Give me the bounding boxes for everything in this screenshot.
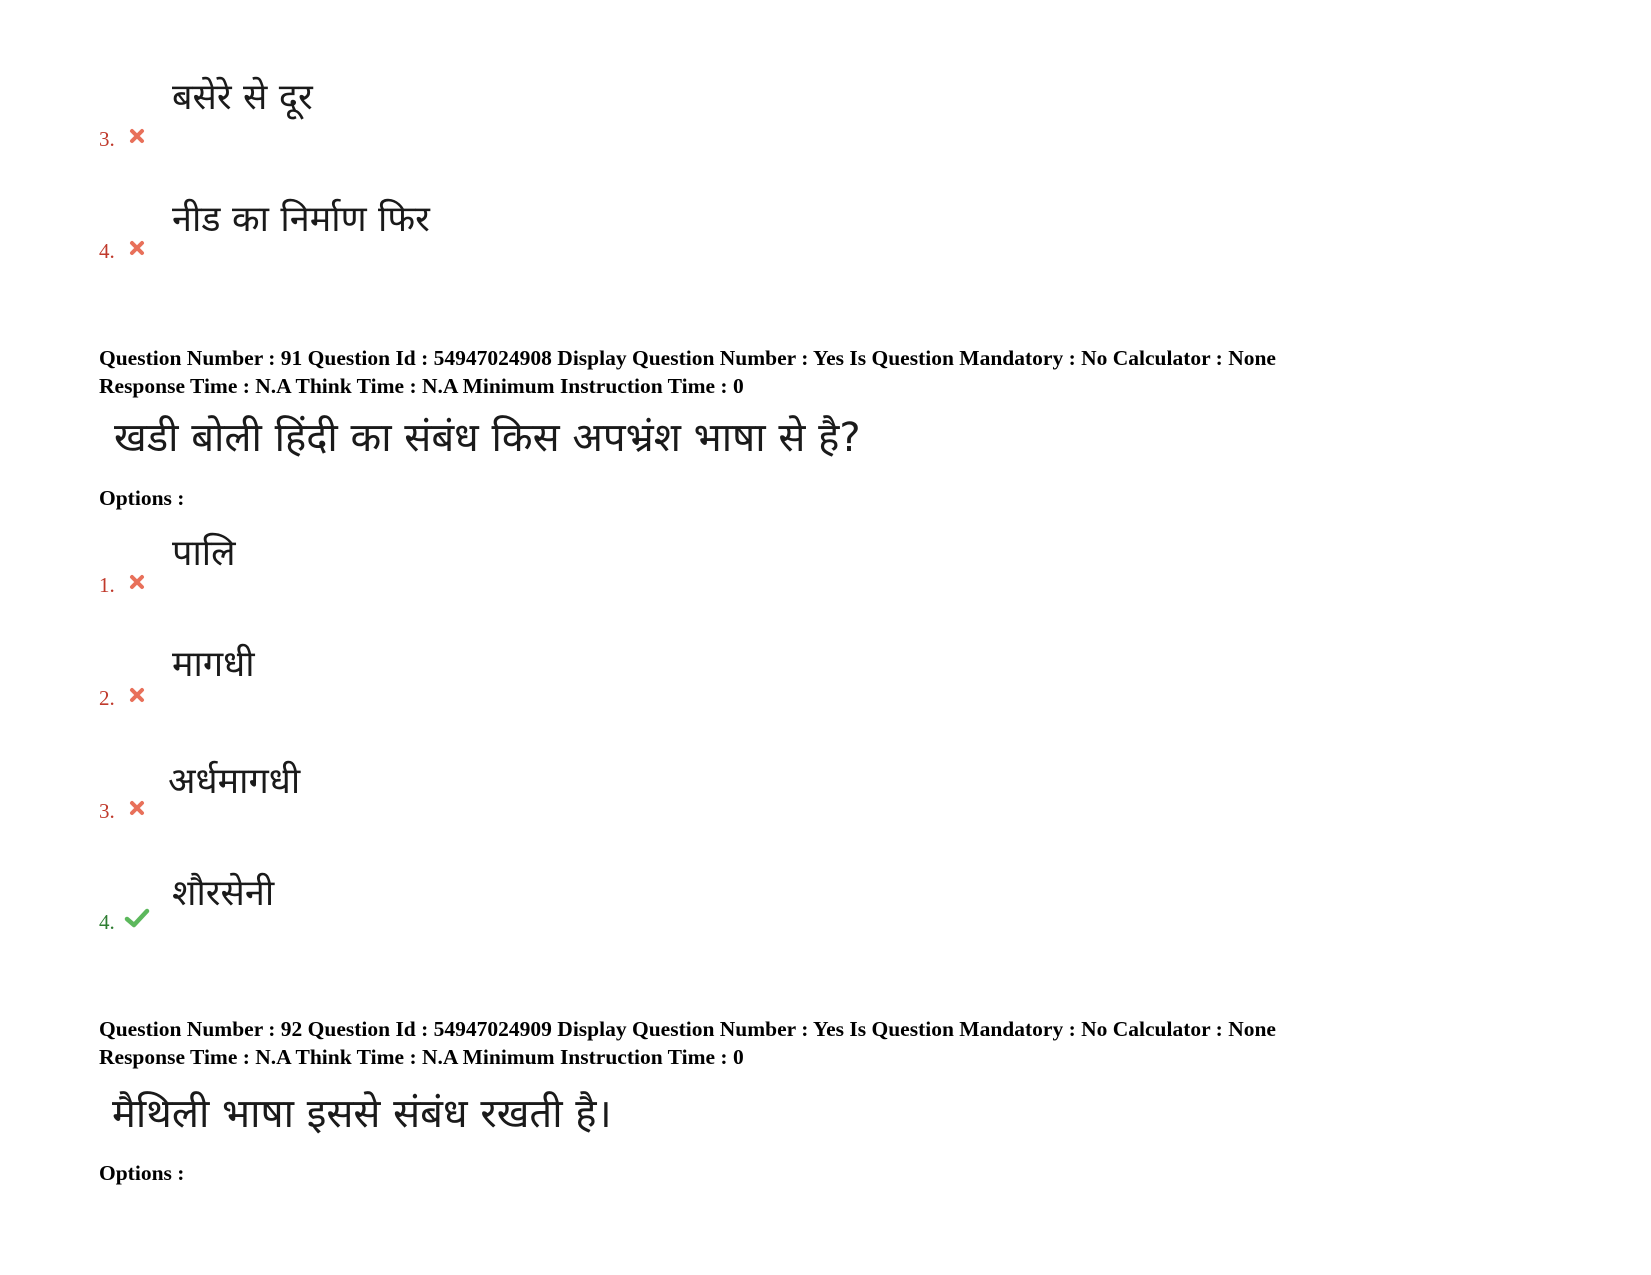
- options-label: Options :: [99, 1161, 185, 1185]
- option-number: 3.: [99, 127, 115, 151]
- question-text: मैथिली भाषा इससे संबंध रखती है।: [112, 1091, 612, 1137]
- option-text: मागधी: [172, 644, 255, 685]
- question-meta-line1: Question Number : 91 Question Id : 54947024908 Display Question Number : Yes Is Question Mandatory : No Calculator : None: [99, 346, 1276, 370]
- option-number: 2.: [99, 686, 115, 710]
- option-number: 3.: [99, 799, 115, 823]
- question-meta-line2: Response Time : N.A Think Time : N.A Minimum Instruction Time : 0: [99, 1045, 744, 1069]
- question-meta-line1: Question Number : 92 Question Id : 54947024909 Display Question Number : Yes Is Question Mandatory : No Calculator : None: [99, 1017, 1276, 1041]
- option-number: 4.: [99, 910, 115, 934]
- option-text: नीड का निर्माण फिर: [172, 199, 430, 240]
- cross-icon: [127, 798, 147, 818]
- option-text: पालि: [172, 533, 236, 574]
- cross-icon: [127, 126, 147, 146]
- cross-icon: [127, 685, 147, 705]
- question-meta-line2: Response Time : N.A Think Time : N.A Minimum Instruction Time : 0: [99, 374, 744, 398]
- option-text: अर्धमागधी: [168, 761, 301, 802]
- cross-icon: [127, 572, 147, 592]
- question-text: खडी बोली हिंदी का संबंध किस अपभ्रंश भाषा से है?: [114, 415, 861, 461]
- check-icon: [124, 907, 150, 929]
- option-text: शौरसेनी: [172, 873, 275, 914]
- options-label: Options :: [99, 486, 185, 510]
- cross-icon: [127, 238, 147, 258]
- option-text: बसेरे से दूर: [172, 77, 313, 118]
- option-number: 1.: [99, 573, 115, 597]
- option-number: 4.: [99, 239, 115, 263]
